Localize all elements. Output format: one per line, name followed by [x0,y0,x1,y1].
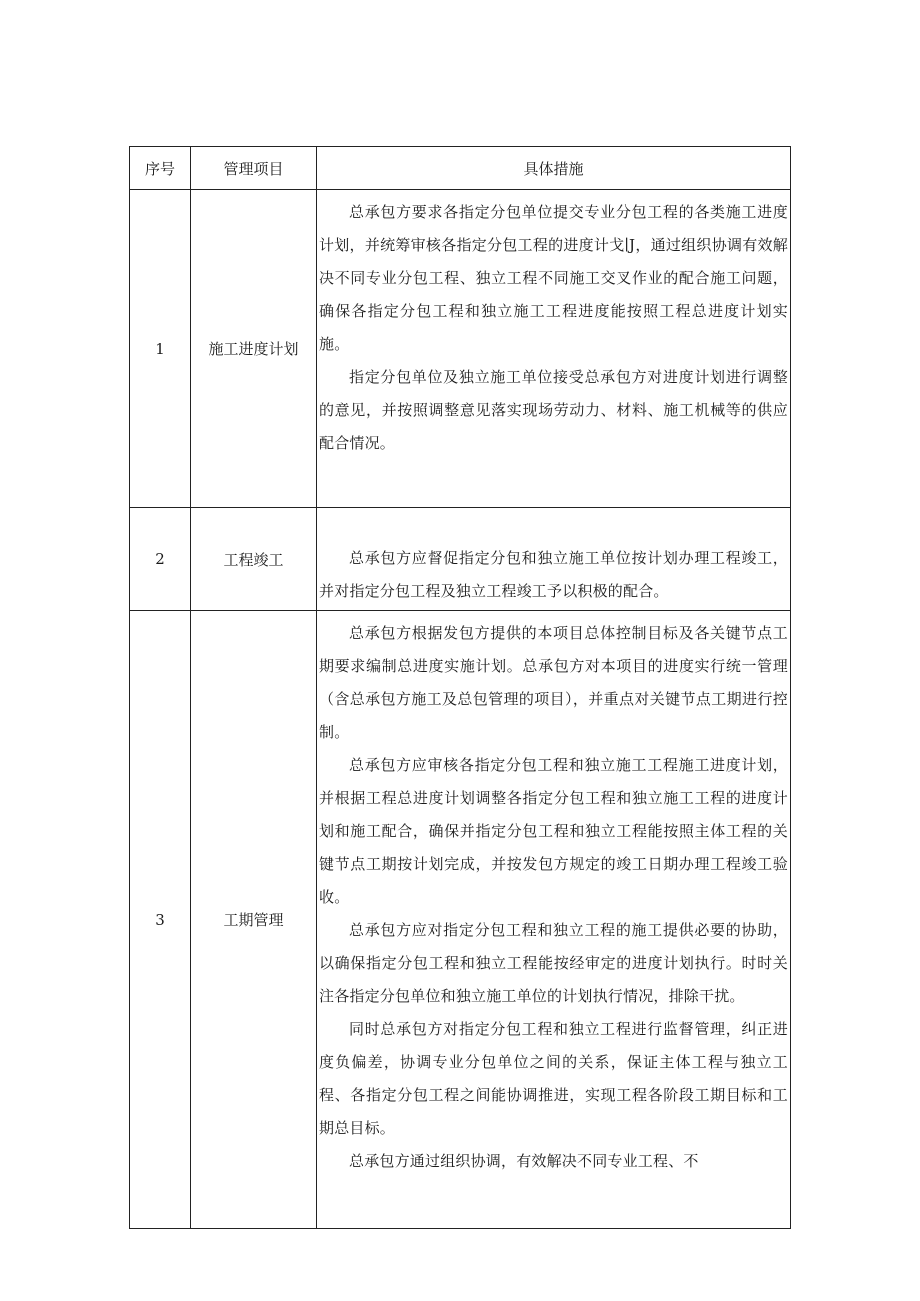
row-item: 工期管理 [191,611,317,1229]
row-measures [317,508,791,611]
row-item: 施工进度计划 [191,190,317,508]
row-number: 2 [130,508,191,611]
table-row [130,508,791,611]
row-measures [317,611,791,1229]
row-measures [317,190,791,508]
measure-paragraph: 总承包方应对指定分包工程和独立工程的施工提供必要的协助，以确保指定分包工程和独立工程能按经审定的进度计划执行。时时关注各指定分包单位和独立施工单位的计划执行情况，排除干扰。 [319,921,788,1005]
row-number: 3 [130,611,191,1229]
measure-paragraph: 总承包方通过组织协调，有效解决不同专业工程、不 [349,1152,699,1170]
measures-table [129,146,791,1229]
measure-paragraph: 总承包方要求各指定分包单位提交专业分包工程的各类施工进度计划，并统筹审核各指定分包工程的进度计戈∣J，通过组织协调有效解决不同专业分包工程、独立工程不同施工交叉作业的配合施工问题，确保各指定分包工程和独立施工工程进度能按照工程总进度计划实施。 [319,203,788,353]
measure-paragraph: 总承包方根据发包方提供的本项目总体控制目标及各关键节点工期要求编制总进度实施计划。总承包方对本项目的进度实行统一管理（含总承包方施工及总包管理的项目），并重点对关键节点工期进行控制。 [319,624,788,741]
header-no: 序号 [130,147,191,190]
measure-paragraph: 同时总承包方对指定分包工程和独立工程进行监督管理，纠正进度负偏差，协调专业分包单位之间的关系，保证主体工程与独立工程、各指定分包工程之间能协调推进，实现工程各阶段工期目标和工期总目标。 [319,1020,788,1137]
row-item: 工程竣工 [191,508,317,611]
measure-paragraph: 总承包方应督促指定分包和独立施工单位按计划办理工程竣工，并对指定分包工程及独立工程竣工予以积极的配合。 [319,549,788,600]
table-header-row [130,147,791,190]
header-item: 管理项目 [191,147,317,190]
measure-paragraph: 指定分包单位及独立施工单位接受总承包方对进度计划进行调整的意见，并按照调整意见落实现场劳动力、材料、施工机械等的供应配合情况。 [319,368,788,452]
measure-paragraph: 总承包方应审核各指定分包工程和独立施工工程施工进度计划，并根据工程总进度计划调整各指定分包工程和独立施工工程的进度计划和施工配合，确保并指定分包工程和独立工程能按照主体工程的关键节点工期按计划完成，并按发包方规定的竣工日期办理工程竣工验收。 [319,756,788,906]
header-measures: 具体措施 [317,147,791,190]
table-row [130,611,791,1229]
table-row [130,190,791,508]
row-number: 1 [130,190,191,508]
